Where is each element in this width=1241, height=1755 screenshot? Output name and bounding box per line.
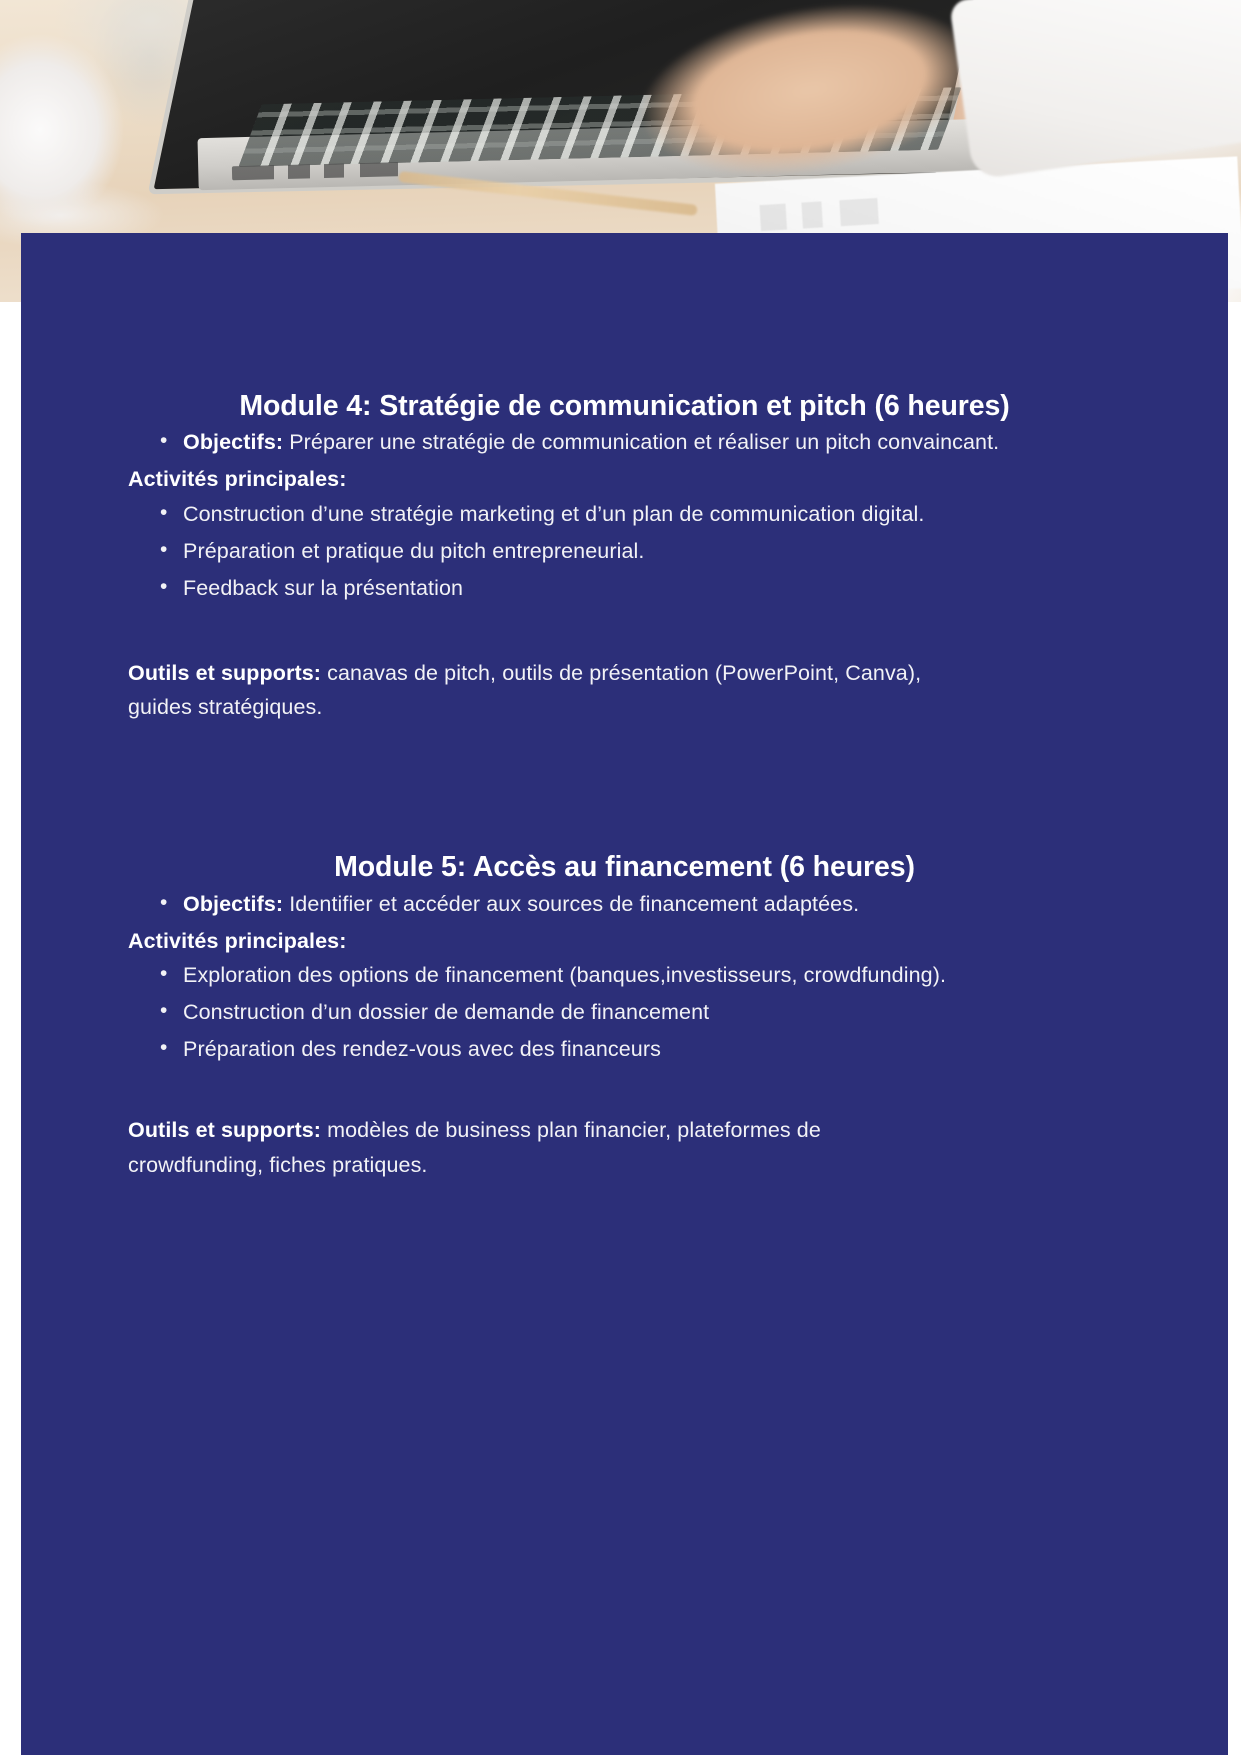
activity-text: Construction d’un dossier de demande de financement [183, 1000, 710, 1025]
activity-text: Construction d’une stratégie marketing et d’un plan de communication digital. [183, 502, 925, 527]
list-item [183, 497, 1121, 532]
module-4-activities-label: Activités principales: [128, 467, 347, 492]
activity-text: Préparation des rendez-vous avec des financeurs [183, 1037, 661, 1062]
module-4-tools-paragraph [128, 656, 938, 726]
list-item [183, 887, 1121, 922]
tools-text: modèles de business plan financier, plateformes de crowdfunding, fiches pratiques. [128, 1117, 821, 1177]
objectives-label: Objectifs: [183, 430, 284, 455]
module-5-title: Module 5: Accès au financement (6 heures) [334, 851, 915, 884]
list-item [183, 534, 1121, 569]
list-item [183, 1032, 1121, 1067]
objectives-text: Préparer une stratégie de communication et réaliser un pitch convaincant. [283, 430, 1000, 455]
activity-text: Exploration des options de financement (banques,investisseurs, crowdfunding). [183, 963, 947, 988]
list-item [183, 958, 1121, 993]
content-panel [21, 233, 1228, 1755]
module-5-activities-label: Activités principales: [128, 928, 347, 953]
tools-label: Outils et supports: [128, 1117, 322, 1142]
list-item [183, 571, 1121, 606]
tools-text: canavas de pitch, outils de présentation (PowerPoint, Canva), guides stratégiques. [128, 660, 922, 720]
module-5-activities-list [128, 958, 1121, 1066]
module-5-objectives-list [128, 887, 1121, 922]
list-item [183, 425, 1121, 460]
module-4-title: Module 4: Stratégie de communication et pitch (6 heures) [239, 390, 1010, 422]
list-item [183, 995, 1121, 1030]
tools-label: Outils et supports: [128, 660, 322, 685]
module-section-4 [128, 233, 1121, 725]
module-section-5 [128, 725, 1121, 1182]
module-4-objectives-list [128, 425, 1121, 460]
activity-text: Feedback sur la présentation [183, 575, 464, 600]
objectives-label: Objectifs: [183, 891, 284, 916]
module-5-tools-paragraph [128, 1113, 938, 1183]
module-4-activities-list [128, 497, 1121, 605]
activity-text: Préparation et pratique du pitch entrepreneurial. [183, 538, 645, 563]
objectives-text: Identifier et accéder aux sources de financement adaptées. [283, 891, 860, 916]
